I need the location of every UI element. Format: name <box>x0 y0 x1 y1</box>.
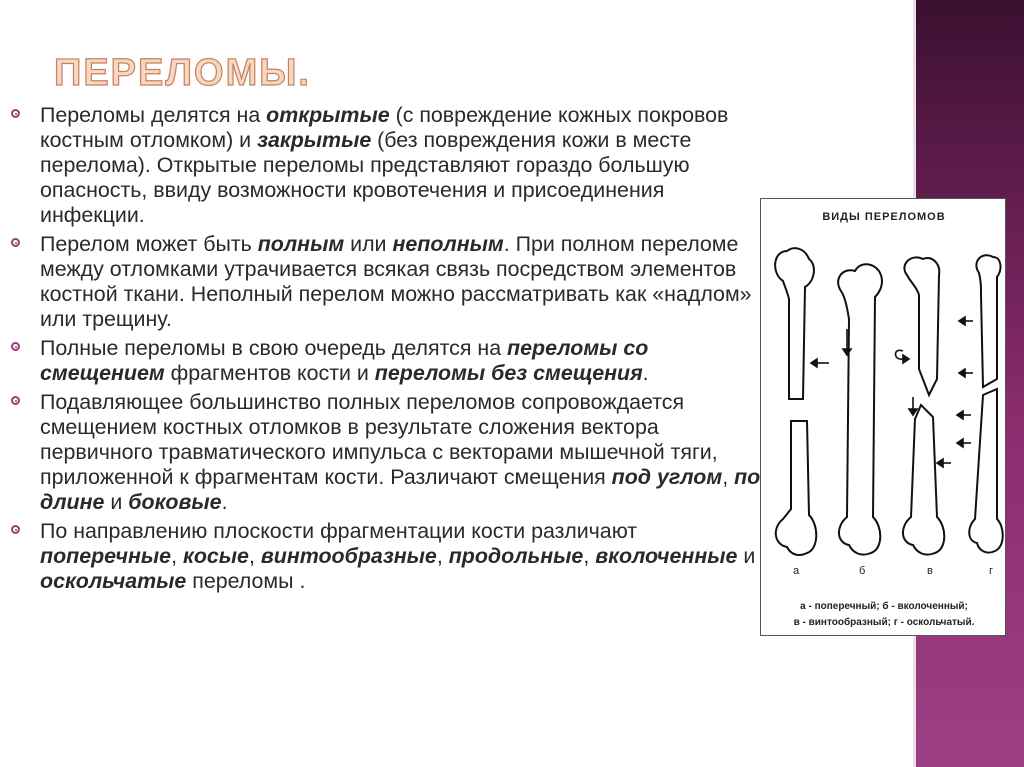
emphasized-term: боковые <box>128 490 222 514</box>
paragraph-text: . <box>221 490 228 514</box>
figure-letter-v: в <box>927 565 933 577</box>
emphasized-term: по длине <box>40 465 761 514</box>
paragraph-text: , <box>583 544 596 568</box>
paragraph-text: фрагментов кости и <box>164 361 375 385</box>
emphasized-term: переломы со смещением <box>40 336 649 385</box>
emphasized-term: переломы без смещения <box>374 361 643 385</box>
bullet-list <box>8 103 768 598</box>
emphasized-term: закрытые <box>257 128 372 152</box>
bullet-circle-icon <box>11 238 20 247</box>
figure-caption-line-2: в - винтообразный; г - оскольчатый. <box>793 617 975 628</box>
figure-caption-line-1: а - поперечный; б - вколоченный; <box>800 601 968 612</box>
paragraph-text: Перелом может быть <box>40 232 258 256</box>
paragraph-text: (без повреждения кожи в месте перелома). Открытые переломы представляют гораздо большую опасность, ввиду возможности кровотечения и присоединения инфекции. <box>40 128 692 227</box>
bullet-item <box>8 232 768 332</box>
figure-letter-g: г <box>989 565 994 577</box>
paragraph-text: (с повреждение кожных покровов костным отломком) и <box>40 103 729 152</box>
paragraph-text: Полные переломы в свою очередь делятся на <box>40 336 508 360</box>
paragraph-text: , <box>248 544 261 568</box>
emphasized-term: оскольчатые <box>40 569 187 593</box>
emphasized-term: неполным <box>392 232 504 256</box>
bullet-item <box>8 103 768 228</box>
paragraph-text: , <box>436 544 449 568</box>
emphasized-term: косые <box>182 544 249 568</box>
emphasized-term: открытые <box>266 103 390 127</box>
emphasized-term: поперечные <box>40 544 172 568</box>
paragraph-text: . При полном переломе между отломками утрачивается всякая связь посредством элементов костной ткани. Неполный перелом можно рассматривать как «надлом» или трещину. <box>40 232 752 331</box>
bullet-circle-icon <box>11 525 20 534</box>
paragraph-text: переломы . <box>186 569 306 593</box>
paragraph-text: Подавляющее большинство полных переломов сопровождается смещением костных отломков в результате сложения вектора первичного травматического импульса с векторами мышечной тяги, приложенной к фрагментам кости. Различают смещения <box>40 390 718 489</box>
paragraph-text: и <box>737 544 756 568</box>
bullet-item <box>8 390 768 515</box>
paragraph-text: и <box>104 490 129 514</box>
emphasized-term: вколоченные <box>595 544 738 568</box>
bullet-item <box>8 519 768 594</box>
paragraph-text: или <box>344 232 393 256</box>
emphasized-term: винтообразные <box>260 544 437 568</box>
paragraph-text: , <box>171 544 183 568</box>
bullet-item <box>8 336 768 386</box>
bullet-circle-icon <box>11 109 20 118</box>
paragraph-text: , <box>722 465 735 489</box>
paragraph-text: Переломы делятся на <box>40 103 267 127</box>
figure-title: ВИДЫ ПЕРЕЛОМОВ <box>822 211 946 223</box>
bullet-circle-icon <box>11 342 20 351</box>
fracture-types-figure <box>760 198 1006 636</box>
bullet-circle-icon <box>11 396 20 405</box>
emphasized-term: под углом <box>611 465 723 489</box>
slide-title: ПЕРЕЛОМЫ. <box>54 52 311 94</box>
figure-letter-a: а <box>793 565 800 577</box>
figure-letter-b: б <box>859 565 866 577</box>
paragraph-text: По направлению плоскости фрагментации кости различают <box>40 519 638 543</box>
emphasized-term: полным <box>257 232 345 256</box>
emphasized-term: продольные <box>448 544 584 568</box>
paragraph-text: . <box>642 361 649 385</box>
